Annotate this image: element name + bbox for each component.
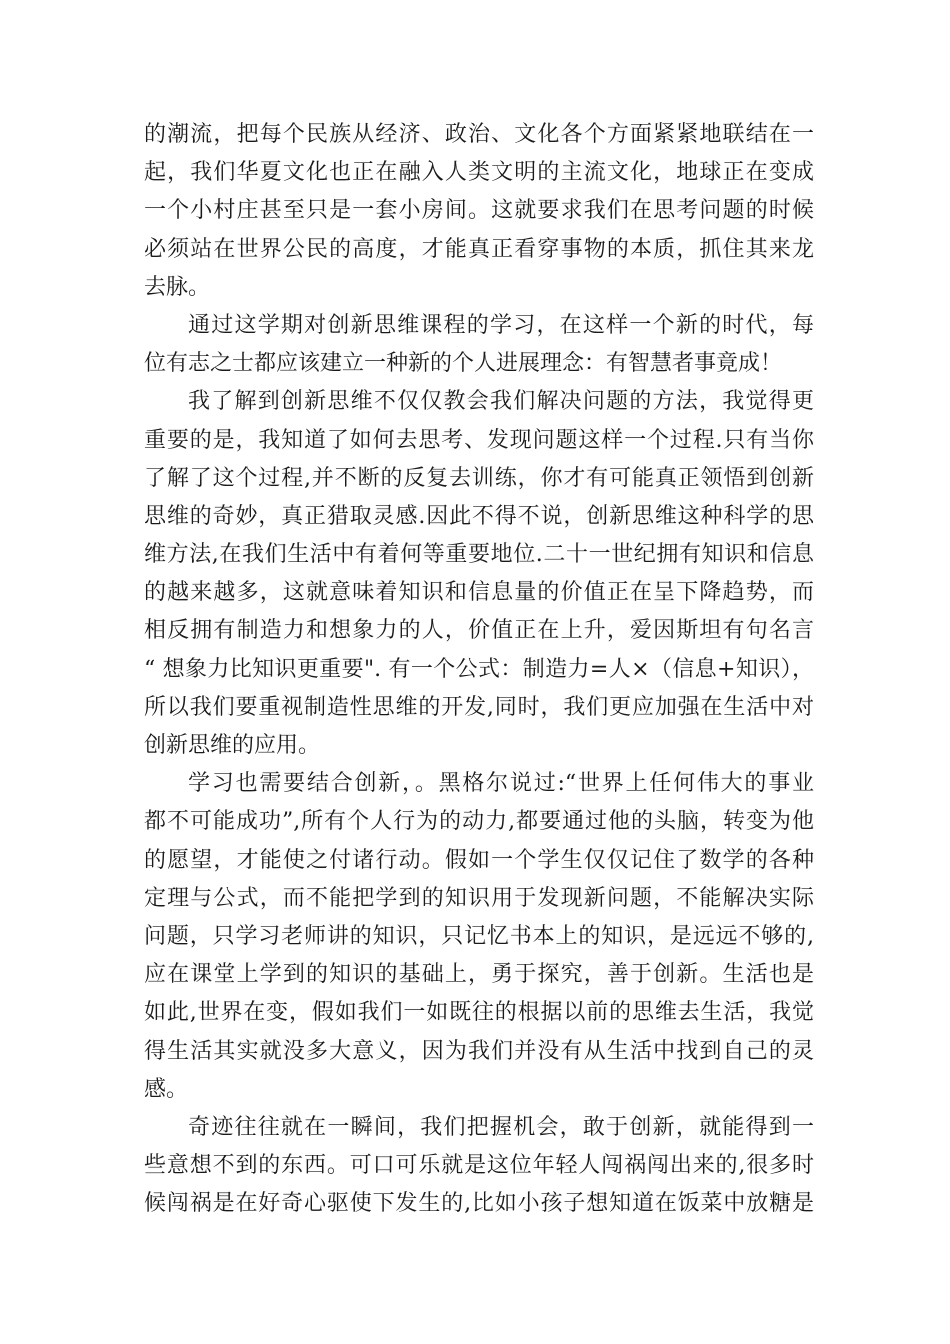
text-line: 感。 [144,1076,189,1102]
paragraph-4 [144,765,814,1109]
paragraph-2 [144,307,814,383]
text-line: 得生活其实就没多大意义，因为我们并没有从生活中找到自己的灵 [144,1038,814,1064]
text-line: 维方法,在我们生活中有着何等重要地位.二十一世纪拥有知识和信息 [144,542,814,568]
text-line: 如此,世界在变，假如我们一如既往的根据以前的思维去生活，我觉 [144,1000,814,1026]
text-line: 学习也需要结合创新，。黑格尔说过:“世界上任何伟大的事业 [188,771,814,797]
text-line: 些意想不到的东西。可口可乐就是这位年轻人闯祸闯出来的,很多时 [144,1153,814,1179]
text-line: 的愿望，才能使之付诸行动。假如一个学生仅仅记住了数学的各种 [144,847,814,873]
text-line: 必须站在世界公民的高度，才能真正看穿事物的本质，抓住其来龙 [144,236,814,262]
paragraph-5 [144,1109,814,1224]
text-line: 应在课堂上学到的知识的基础上，勇于探究，善于创新。生活也是 [144,962,814,988]
paragraph-1 [144,116,814,307]
text-line: 都不可能成功”,所有个人行为的动力,都要通过他的头脑，转变为他 [144,809,814,835]
text-line: 重要的是，我知道了如何去思考、发现问题这样一个过程.只有当你 [144,427,814,453]
text-line: 所以我们要重视制造性思维的开发,同时，我们更应加强在生活中对 [144,694,814,720]
text-line: 奇迹往往就在一瞬间，我们把握机会，敢于创新，就能得到一 [188,1114,814,1140]
text-line: 的越来越多，这就意味着知识和信息量的价值正在呈下降趋势，而 [144,580,814,606]
text-line: 我了解到创新思维不仅仅教会我们解决问题的方法，我觉得更 [188,389,814,415]
document-body [144,116,814,1223]
text-line: 创新思维的应用。 [144,733,321,758]
text-line: 一个小村庄甚至只是一套小房间。这就要求我们在思考问题的时候 [144,198,814,224]
text-line: 思维的奇妙，真正猎取灵感.因此不得不说，创新思维这种科学的思 [144,503,814,529]
text-line: 的潮流，把每个民族从经济、政治、文化各个方面紧紧地联结在一 [144,122,814,147]
paragraph-3 [144,383,814,765]
text-line: 通过这学期对创新思维课程的学习，在这样一个新的时代，每 [188,312,814,338]
text-line: 相反拥有制造力和想象力的人，价值正在上升，爱因斯坦有句名言 [144,618,814,644]
text-line: 定理与公式，而不能把学到的知识用于发现新问题，不能解决实际 [144,885,814,911]
text-line: 了解了这个过程,并不断的反复去训练，你才有可能真正领悟到创新 [144,465,814,491]
text-line: 位有志之士都应该建立一种新的个人进展理念：有智慧者事竟成！ [144,351,783,377]
text-line: “ 想象力比知识更重要". 有一个公式：制造力=人×（信息+知识）， [144,656,814,682]
text-line: 起，我们华夏文化也正在融入人类文明的主流文化，地球正在变成 [144,160,814,186]
text-line: 去脉。 [144,274,211,300]
text-line: 问题，只学习老师讲的知识，只记忆书本上的知识，是远远不够的, [144,923,814,949]
text-line: 候闯祸是在好奇心驱使下发生的,比如小孩子想知道在饭菜中放糖是 [144,1191,814,1217]
